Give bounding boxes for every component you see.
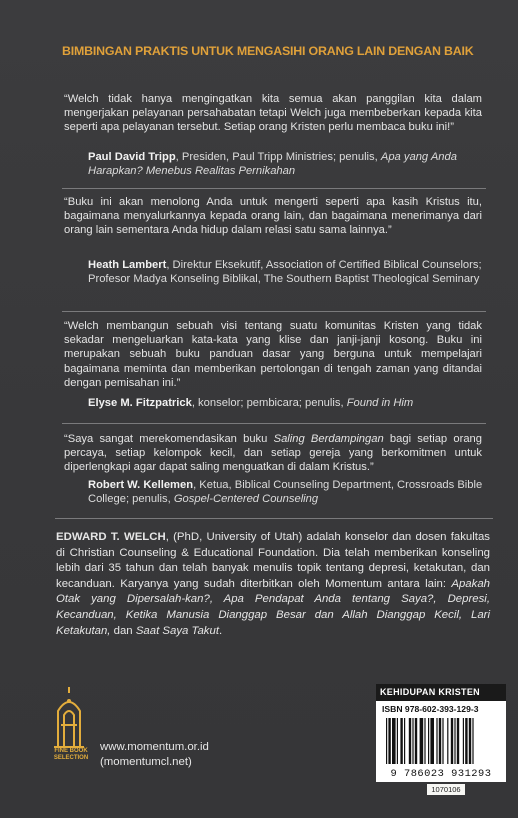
endorsement-attribution [88, 150, 483, 178]
website-secondary: (momentumcl.net) [100, 756, 192, 768]
endorser-work: Found in Him [346, 397, 414, 409]
author-name: EDWARD T. WELCH [56, 531, 166, 543]
barcode-bar [392, 718, 396, 764]
author-works: Apakah Otak yang Dipersalah-kan?, Apa Pendapat Anda tentang Saya?, Depresi, Kecanduan, Ketika Manusia Dianggap Besar dan Allah Dianggap Kecil, Lari Ketakutan, [56, 577, 490, 637]
barcode-bar [415, 718, 417, 764]
barcode-icon [386, 718, 502, 766]
divider [62, 188, 486, 189]
endorsement-attribution [88, 258, 483, 286]
divider [55, 518, 493, 519]
publisher-website [100, 740, 209, 770]
headline: BIMBINGAN PRAKTIS UNTUK MENGASIHI ORANG LAIN DENGAN BAIK [62, 44, 474, 58]
author-bio: EDWARD T. WELCH, (PhD, University of Utah) adalah konselor dan dosen fakultas di Christian Counseling & Educational Foundation. Dia telah memberikan konseling lebih dari 35 tahun dan telah banyak menulis topik tentang depresi, ketakutan, dan kecanduan. Karyanya yang sudah diterbitkan oleh Momentum antara lain: Apakah Otak yang Dipersalah-kan?, Apa Pendapat Anda tentang Saya?, Depresi, Kecanduan, Ketika Manusia Dianggap Besar dan Allah Dianggap Kecil, Lari Ketakutan, dan Saat Saya Takut. [56, 531, 490, 637]
endorser-role: , Presiden, Paul Tripp Ministries; penulis, [175, 151, 381, 163]
endorser-name: Heath Lambert [88, 259, 167, 271]
barcode-bar [424, 718, 425, 764]
divider [62, 311, 486, 312]
endorsement-quote: “Buku ini akan menolong Anda untuk mengerti seperti apa kasih Kristus itu, bagaimana menyalurkannya kepada orang lain, dan bagaimana menerimanya dari orang lain sementara Anda hidup dalam relasi satu sama lainnya.” [64, 196, 482, 237]
barcode-bar [428, 718, 429, 764]
divider [62, 423, 486, 424]
barcode-bar [463, 718, 464, 764]
barcode-digits: 9 786023 931293 [390, 768, 492, 780]
book-category: KEHIDUPAN KRISTEN [376, 684, 506, 701]
barcode-bar [386, 718, 387, 764]
barcode-bar [451, 718, 453, 764]
barcode-bar [436, 718, 437, 764]
barcode-bar [420, 718, 424, 764]
barcode-bar [397, 718, 398, 764]
barcode-bar [442, 718, 443, 764]
inventory-code: 1070106 [427, 784, 465, 795]
endorsement-quote: “Saya sangat merekomendasikan buku Saling Berdampingan bagi setiap orang percaya, setiap kelompok kecil, dan setiap gereja yang berkomitmen untuk diperlengkapi agar dapat saling menguatkan di dalam Kristus.” [64, 433, 482, 474]
barcode-bar [469, 718, 471, 764]
endorser-role: , Ketua, Biblical Counseling Department, Crossroads Bible College; penulis, [88, 479, 483, 506]
website-link[interactable]: www.momentum.or.id [100, 741, 209, 753]
endorsement-quote: “Welch membangun sebuah visi tentang suatu komunitas Kristen yang tidak sekadar mengeluarkan kata-kata yang klise dan janji-janji kosong. Buku ini merupakan sebuah buku panduan dasar yang berguna untuk mempelajari bagaimana meminta dan memberikan pertolongan di tengah zaman yang ditandai dengan pemisahan ini.” [64, 320, 482, 389]
endorser-name: Paul David Tripp [88, 151, 176, 163]
endorser-work: Gospel-Centered Counseling [173, 493, 319, 506]
barcode-bar [472, 718, 473, 764]
barcode-bar [409, 718, 411, 764]
barcode-bar [439, 718, 441, 764]
author-last-work: Saat Saya Takut [135, 624, 219, 637]
quoted-book-title: Saling Berdampingan [273, 433, 384, 445]
barcode-bar [430, 718, 434, 764]
barcode-bar [388, 718, 390, 764]
barcode-bar [447, 718, 448, 764]
endorser-work: Apa yang Anda Harapkan? Menebus Realitas Pernikahan [88, 151, 457, 178]
barcode-bar [404, 718, 405, 764]
barcode-panel [376, 684, 506, 782]
isbn-label: ISBN 978-602-393-129-3 [382, 704, 479, 714]
publisher-logo-label: FINE BOOK SELECTION [53, 748, 89, 761]
endorsement-attribution [88, 396, 483, 410]
barcode-bar [412, 718, 413, 764]
endorsement-attribution [88, 478, 483, 506]
barcode-bar [465, 718, 467, 764]
endorser-role: , konselor; pembicara; penulis, [191, 397, 347, 409]
endorser-name: Elyse M. Fitzpatrick [88, 397, 192, 409]
barcode-bar [454, 718, 455, 764]
endorsement-quote: “Welch tidak hanya mengingatkan kita semua akan panggilan kita dalam mengerjakan pelayanan persahabatan tetapi Welch juga membeberkan kepada kita seperti apa pelayanan tersebut. Setiap orang Kristen perlu membaca buku ini!” [64, 93, 482, 134]
endorser-role: , Direktur Eksekutif, Association of Certified Biblical Counselors; Profesor Madya Konseling Biblikal, The Southern Baptist Theological Seminary [88, 259, 482, 286]
endorser-name: Robert W. Kellemen [88, 479, 194, 491]
barcode-bar [400, 718, 402, 764]
barcode-bar [457, 718, 459, 764]
